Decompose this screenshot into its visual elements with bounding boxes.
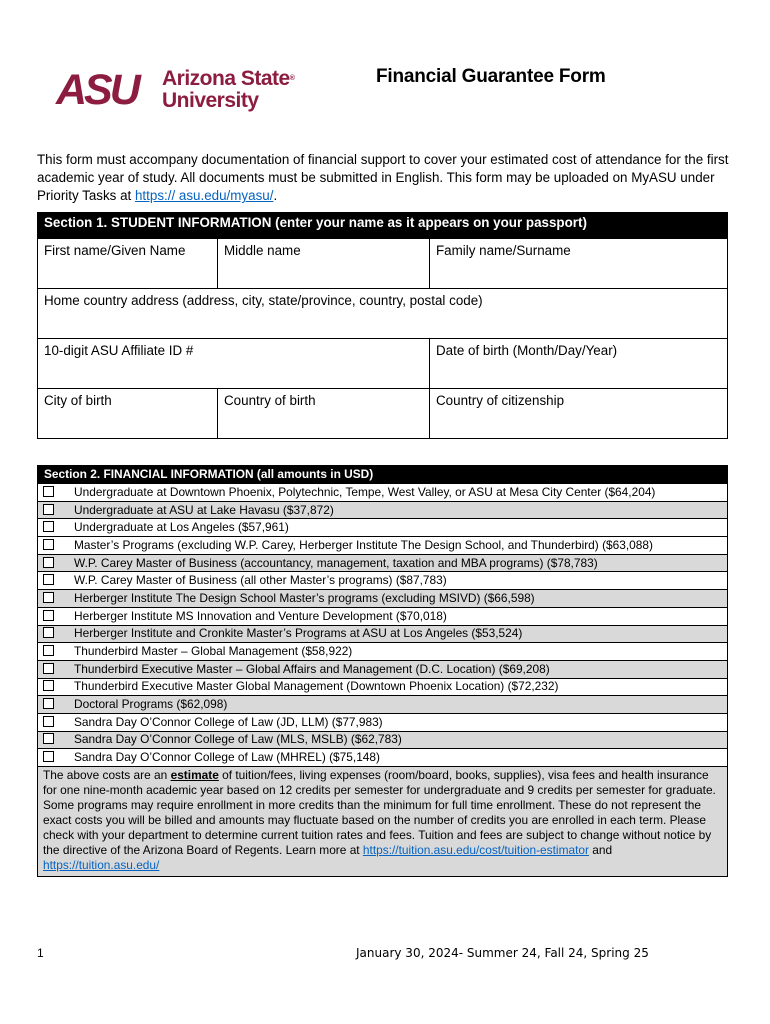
option-label: Master’s Programs (excluding W.P. Carey, Herberger Institute The Design School, and Thunderbird) ($63,088) <box>74 537 653 552</box>
home-address-field[interactable] <box>38 289 728 339</box>
program-option[interactable] <box>38 731 728 749</box>
home-address-label: Home country address (address, city, state/province, country, postal code) <box>44 293 483 308</box>
middle-name-field[interactable] <box>218 239 430 289</box>
intro-text: This form must accompany documentation of financial support to cover your estimated cost of attendance for the first academic year of study. All documents must be submitted in English. This form may be uploaded on MyASU under Priority Tasks at <box>37 152 729 204</box>
checkbox[interactable] <box>43 504 54 515</box>
note-estimate-bold: estimate <box>170 768 219 782</box>
option-label: Thunderbird Master – Global Management ($58,922) <box>74 644 353 659</box>
logo-wordmark <box>162 68 294 112</box>
intro-end: . <box>273 188 278 204</box>
checkbox[interactable] <box>43 574 54 585</box>
program-option[interactable] <box>38 696 728 714</box>
checkbox[interactable] <box>43 733 54 744</box>
family-name-field[interactable] <box>430 239 728 289</box>
program-option[interactable] <box>38 607 728 625</box>
option-label: Doctoral Programs ($62,098) <box>74 697 228 712</box>
country-birth-label: Country of birth <box>224 393 316 408</box>
affiliate-id-field[interactable] <box>38 339 430 389</box>
option-label: Undergraduate at ASU at Lake Havasu ($37,872) <box>74 502 334 517</box>
first-name-label: First name/Given Name <box>44 243 186 258</box>
program-option[interactable] <box>38 484 728 502</box>
note-text-start: The above costs are an <box>43 768 171 782</box>
program-option[interactable] <box>38 749 728 767</box>
checkbox[interactable] <box>43 680 54 691</box>
note-text-body: of tuition/fees, living expenses (room/board, books, supplies), visa fees and health insurance for one nine-month academic year based on 12 credits per semester for undergraduate and 9 credits per semester for graduate. Some programs may require enrollment in more credits than the minimum for full time enrollment. These do not represent the exact costs you will be billed and amounts may fluctuate based on the number of credits you are enrolled in each term. Please check with your department to determine current tuition rates and fees. Tuition and fees are subject to change without notice by the directive of the Arizona Board of Regents. Learn more at <box>43 768 716 857</box>
tuition-estimator-link[interactable]: https://tuition.asu.edu/cost/tuition-estimator <box>362 843 589 857</box>
option-label: Sandra Day O’Connor College of Law (MHREL) ($75,148) <box>74 750 380 765</box>
tuition-link[interactable]: https://tuition.asu.edu/ <box>43 858 160 872</box>
form-title: Financial Guarantee Form <box>376 66 606 87</box>
program-option[interactable] <box>38 501 728 519</box>
program-option[interactable] <box>38 625 728 643</box>
financial-information-table <box>37 465 728 877</box>
checkbox[interactable] <box>43 698 54 709</box>
program-option[interactable] <box>38 678 728 696</box>
logo-mark: ASU <box>56 66 138 114</box>
footer-date: January 30, 2024- Summer 24, Fall 24, Spring 25 <box>356 946 649 960</box>
option-label: Thunderbird Executive Master – Global Affairs and Management (D.C. Location) ($69,208) <box>74 661 550 676</box>
section1-header: Section 1. STUDENT INFORMATION (enter your name as it appears on your passport) <box>38 213 728 239</box>
section2-header: Section 2. FINANCIAL INFORMATION (all amounts in USD) <box>38 466 728 484</box>
asu-logo <box>56 66 308 114</box>
checkbox[interactable] <box>43 627 54 638</box>
intro-paragraph <box>37 151 733 206</box>
program-option[interactable] <box>38 519 728 537</box>
logo-trademark: ® <box>289 75 295 82</box>
option-label: Undergraduate at Downtown Phoenix, Polytechnic, Tempe, West Valley, or ASU at Mesa City Center ($64,204) <box>74 484 656 499</box>
option-label: Thunderbird Executive Master Global Management (Downtown Phoenix Location) ($72,232) <box>74 679 559 694</box>
program-option[interactable] <box>38 572 728 590</box>
checkbox[interactable] <box>43 751 54 762</box>
program-option[interactable] <box>38 660 728 678</box>
program-option[interactable] <box>38 537 728 555</box>
checkbox[interactable] <box>43 557 54 568</box>
checkbox[interactable] <box>43 486 54 497</box>
myasu-link[interactable]: https:// asu.edu/myasu/ <box>134 188 274 204</box>
city-birth-field[interactable] <box>38 389 218 439</box>
citizenship-field[interactable] <box>430 389 728 439</box>
middle-name-label: Middle name <box>224 243 301 258</box>
citizenship-label: Country of citizenship <box>436 393 565 408</box>
checkbox[interactable] <box>43 610 54 621</box>
option-label: Herberger Institute The Design School Master’s programs (excluding MSIVD) ($66,598) <box>74 590 535 605</box>
dob-label: Date of birth (Month/Day/Year) <box>436 343 618 358</box>
program-option[interactable] <box>38 643 728 661</box>
dob-field[interactable] <box>430 339 728 389</box>
checkbox[interactable] <box>43 592 54 603</box>
logo-line1: Arizona State <box>162 67 290 90</box>
program-option[interactable] <box>38 590 728 608</box>
option-label: Undergraduate at Los Angeles ($57,961) <box>74 520 289 535</box>
option-label: Herberger Institute and Cronkite Master’s Programs at ASU at Los Angeles ($53,524) <box>74 626 523 641</box>
family-name-label: Family name/Surname <box>436 243 571 258</box>
checkbox[interactable] <box>43 716 54 727</box>
logo-line2: University <box>162 89 259 112</box>
option-label: W.P. Carey Master of Business (all other Master’s programs) ($87,783) <box>74 573 447 588</box>
first-name-field[interactable] <box>38 239 218 289</box>
city-birth-label: City of birth <box>44 393 112 408</box>
program-option[interactable] <box>38 713 728 731</box>
student-information-table <box>37 212 728 439</box>
checkbox[interactable] <box>43 539 54 550</box>
checkbox[interactable] <box>43 663 54 674</box>
checkbox[interactable] <box>43 645 54 656</box>
option-label: Sandra Day O’Connor College of Law (JD, LLM) ($77,983) <box>74 714 383 729</box>
option-label: Herberger Institute MS Innovation and Venture Development ($70,018) <box>74 608 447 623</box>
affiliate-id-label: 10-digit ASU Affiliate ID # <box>44 343 194 358</box>
checkbox[interactable] <box>43 521 54 532</box>
note-and: and <box>588 843 613 857</box>
option-label: W.P. Carey Master of Business (accountancy, management, taxation and MBA programs) ($78,783) <box>74 555 598 570</box>
option-label: Sandra Day O’Connor College of Law (MLS, MSLB) ($62,783) <box>74 732 402 747</box>
program-option[interactable] <box>38 554 728 572</box>
country-birth-field[interactable] <box>218 389 430 439</box>
page-number: 1 <box>37 946 44 960</box>
cost-estimate-note <box>38 767 728 877</box>
